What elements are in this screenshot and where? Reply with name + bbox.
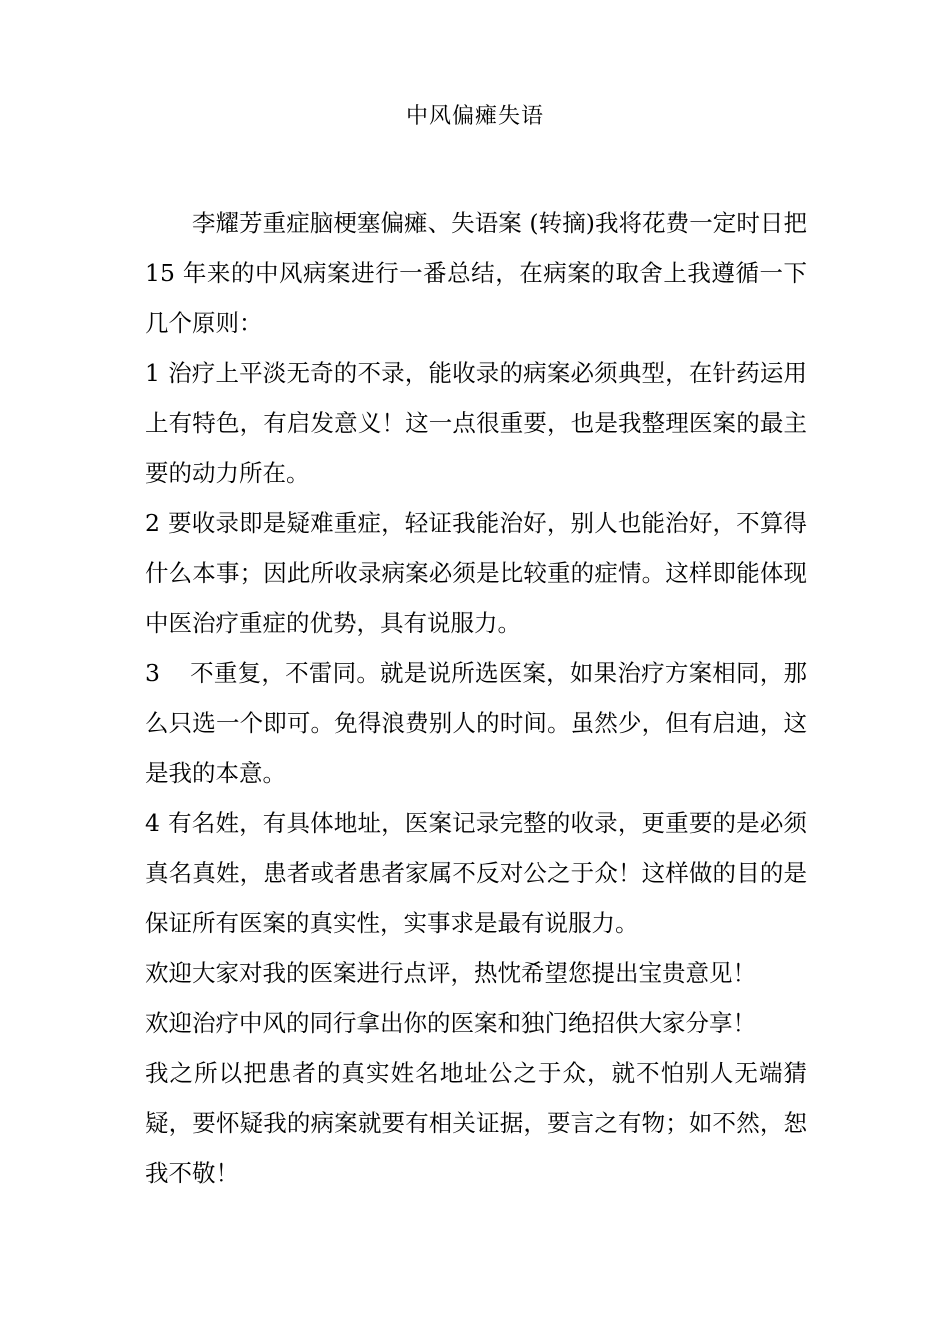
principle-text: 不重复，不雷同。就是说所选医案，如果治疗方案相同，那么只选一个即可。免得浪费别人的时间。虽然少，但有启迪，这是我的本意。 [145,659,807,787]
principle-number: 2 [145,509,160,537]
principle-number: 4 [145,809,160,837]
principle-item-2 [145,498,807,648]
principle-number: 1 [145,359,160,387]
intro-paragraph: 李耀芳重症脑梗塞偏瘫、失语案 (转摘)我将花费一定时日把 15 年来的中风病案进行一番总结，在病案的取舍上我遵循一下几个原则： [145,209,807,337]
principle-item-1 [145,348,807,498]
principle-text: 要收录即是疑难重症，轻证我能治好，别人也能治好，不算得什么本事；因此所收录病案必须是比较重的症情。这样即能体现中医治疗重症的优势，具有说服力。 [145,509,807,637]
principle-text: 有名姓，有具体地址，医案记录完整的收录，更重要的是必须真名真姓，患者或者患者家属不反对公之于众！这样做的目的是保证所有医案的真实性，实事求是最有说服力。 [145,809,807,937]
principle-number: 3 [145,659,160,687]
principle-text: 治疗上平淡无奇的不录，能收录的病案必须典型，在针药运用上有特色，有启发意义！这一点很重要，也是我整理医案的最主要的动力所在。 [145,359,807,487]
closing-paragraph-1: 欢迎大家对我的医案进行点评，热忱希望您提出宝贵意见！ [145,959,756,987]
document-body [145,198,807,1198]
document-title: 中风偏瘫失语 [405,104,544,129]
principle-item-4 [145,798,807,948]
principle-item-3 [145,648,807,798]
closing-paragraph-3: 我之所以把患者的真实姓名地址公之于众，就不怕别人无端猜疑，要怀疑我的病案就要有相关证据，要言之有物；如不然，恕我不敬！ [145,1059,807,1187]
closing-paragraph-2: 欢迎治疗中风的同行拿出你的医案和独门绝招供大家分享！ [145,1009,756,1037]
